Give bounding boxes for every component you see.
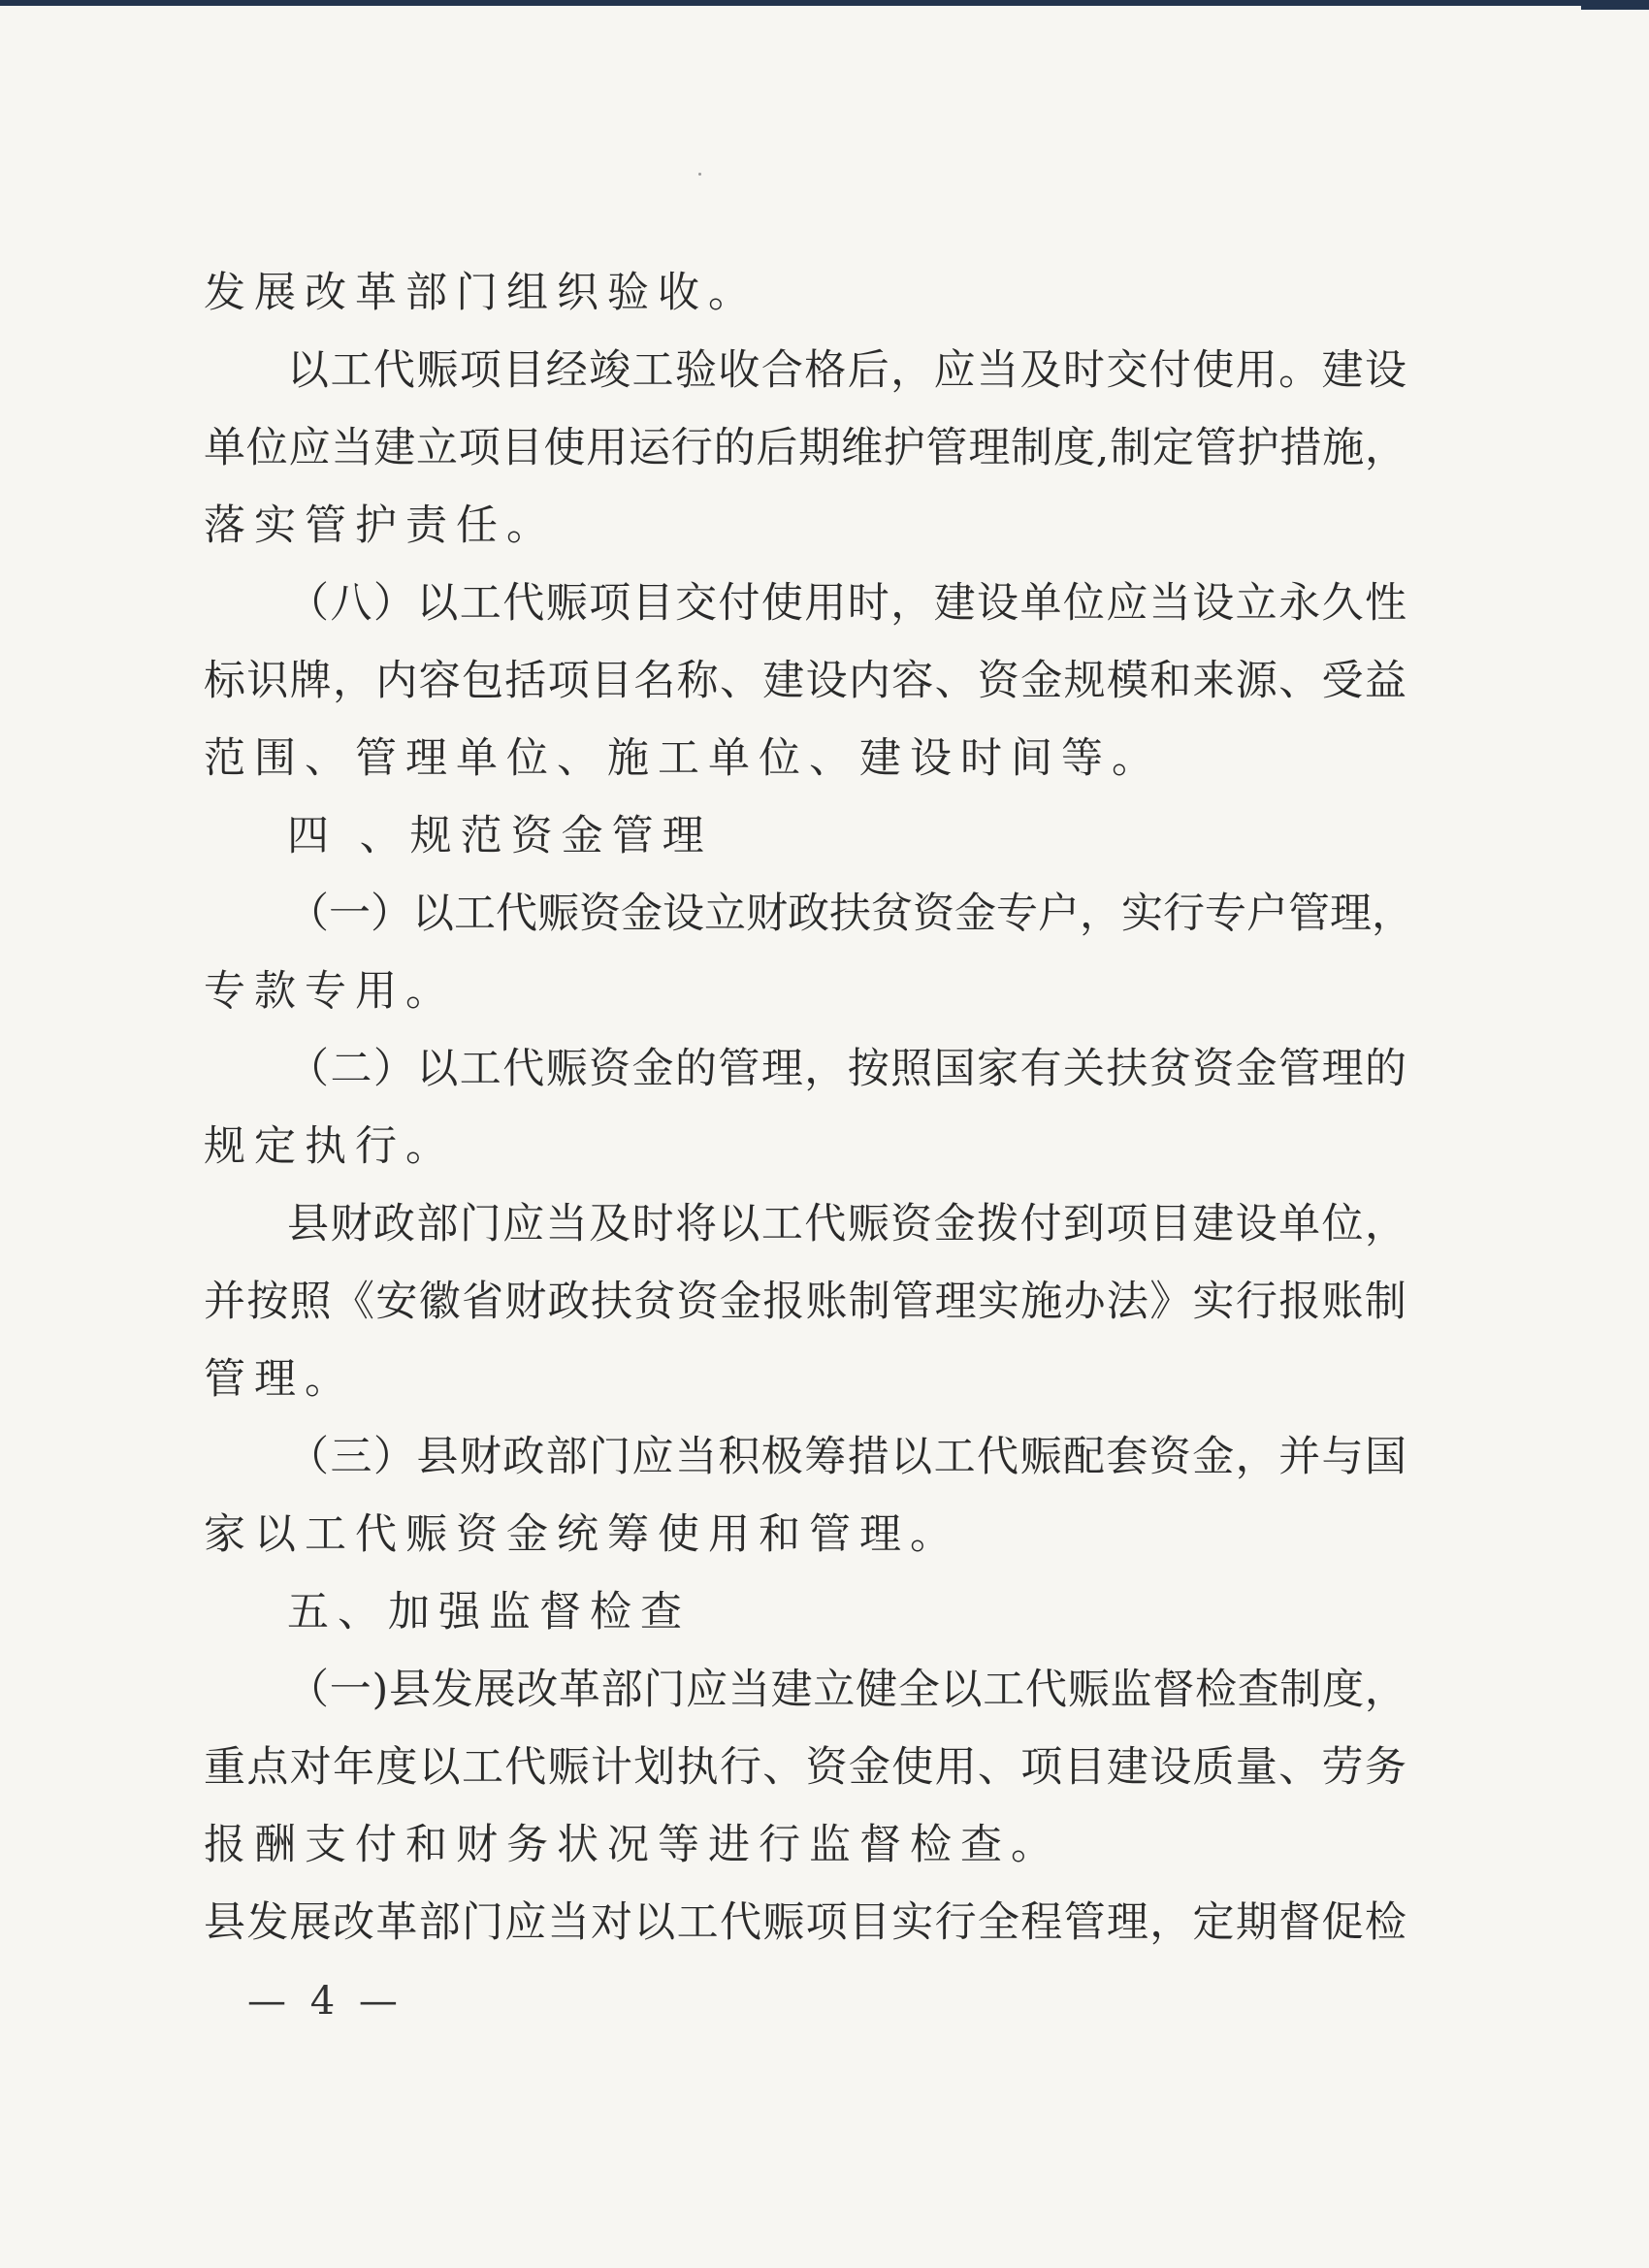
text-line: 发展改革部门组织验收。: [204, 269, 759, 317]
text-line: 以 工 代 赈 项 目 经 竣 工 验 收 合 格 后 ， 应 当 及 时 交 付 使 用 。 建 设: [287, 346, 1406, 395]
text-line: 范围、管理单位、施工单位、建设时间等。: [204, 734, 1162, 783]
page-number: — 4 —: [247, 1979, 404, 2024]
text-line: （ 一 ） 以 工 代 赈 资 金 设 立 财 政 扶 贫 资 金 专 户 ， 实 行 专 户 管 理 ，: [287, 890, 1413, 938]
text-line: 专款专用。: [204, 967, 456, 1016]
text-line: （ 三 ） 县 财 政 部 门 应 当 积 极 筹 措 以 工 代 赈 配 套 资 金 ， 并 与 国: [287, 1433, 1406, 1481]
scan-border-right: [1581, 0, 1649, 10]
text-line: 并 按 照 《 安 徽 省 财 政 扶 贫 资 金 报 账 制 管 理 实 施 办 法 》 实 行 报 账 制: [204, 1278, 1406, 1326]
text-line: 五、加强监督检查: [287, 1588, 691, 1636]
text-line: 单 位 应 当 建 立 项 目 使 用 运 行 的 后 期 维 护 管 理 制 度 , 制 定 管 护 措 施 ，: [204, 424, 1406, 472]
text-line: 四 、规范资金管理: [287, 812, 713, 860]
text-line: （ 二 ） 以 工 代 赈 资 金 的 管 理 ， 按 照 国 家 有 关 扶 贫 资 金 管 理 的: [287, 1045, 1406, 1093]
scan-speck: [698, 173, 701, 176]
text-line: 重 点 对 年 度 以 工 代 赈 计 划 执 行 、 资 金 使 用 、 项 目 建 设 质 量 、 劳 务: [204, 1743, 1406, 1792]
text-line: 管理。: [204, 1355, 355, 1404]
text-line: 家以工代赈资金统筹使用和管理。: [204, 1510, 960, 1559]
text-line: 落实管护责任。: [204, 502, 557, 550]
document-body: [204, 254, 1413, 1961]
text-line: 报酬支付和财务状况等进行监督检查。: [204, 1821, 1061, 1869]
text-line: 县 财 政 部 门 应 当 及 时 将 以 工 代 赈 资 金 拨 付 到 项 目 建 设 单 位 ，: [287, 1200, 1406, 1248]
text-line: 标 识 牌 ， 内 容 包 括 项 目 名 称 、 建 设 内 容 、 资 金 规 模 和 来 源 、 受 益: [204, 657, 1406, 705]
text-line: （ 八 ） 以 工 代 赈 项 目 交 付 使 用 时 ， 建 设 单 位 应 当 设 立 永 久 性: [287, 579, 1406, 628]
text-line: （ 一 ) 县 发 展 改 革 部 门 应 当 建 立 健 全 以 工 代 赈 监 督 检 查 制 度 ，: [287, 1666, 1406, 1714]
scan-border-top: [0, 0, 1649, 6]
text-line: 县 发 展 改 革 部 门 应 当 对 以 工 代 赈 项 目 实 行 全 程 管 理 ， 定 期 督 促 检: [204, 1898, 1406, 1947]
text-line: 规定执行。: [204, 1122, 456, 1171]
